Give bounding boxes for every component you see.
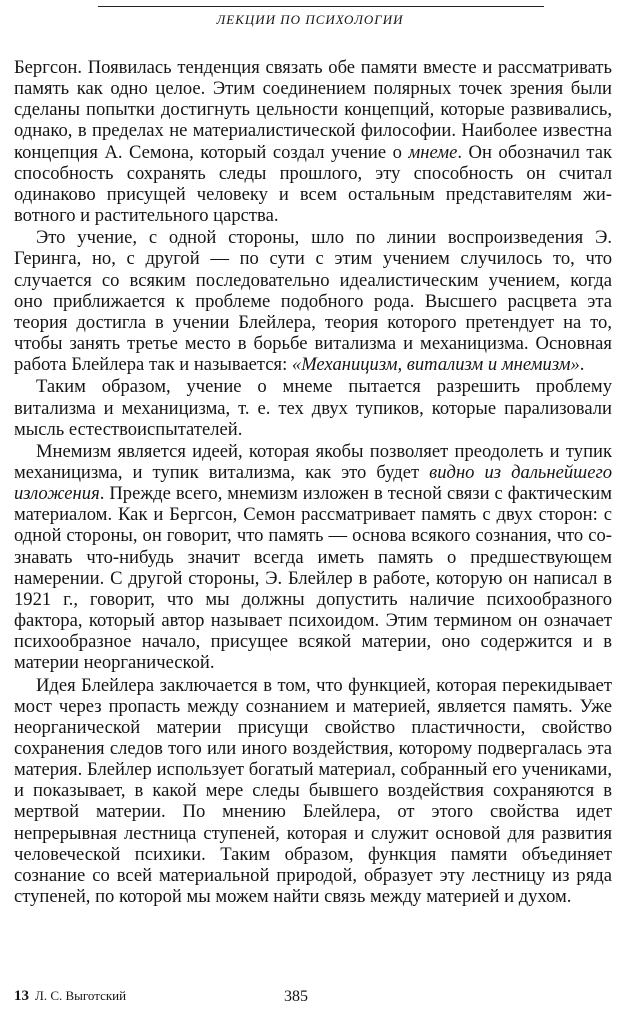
- body-text: [14, 57, 612, 908]
- text-run: . Прежде всего, мнемизм изложен в тесной связи с фактическим материалом. Как и Бергсон, Семон рассматривает память с двух сторон: с одной стороны, он говорит, что память — основа всякого сознания, что сознавать что-нибудь значит всегда иметь память о предшествующем намерении. С другой стороны, Э. Блейлер в работе, которую он написал в 1921 г., говорит, что мы должны допустить наличие психообразного фактора, который автор называет психоидом. Этим термином он означает психообразное начало, присущее всякой материи, оно содержится и в материи неорганической.: [14, 483, 612, 674]
- text-run: Это учение, с одной стороны, шло по линии воспроизведения Э. Геринга, но, с другой — по сути с этим учением случилось то, что случается со всяким последовательно идеалистическим учением, когда оно приближается к проблеме подобного рода. Высшего расцвета эта теория достигла в учении Блейлера, теория которого претендует на то, чтобы занять третье место в борьбе витализма и механицизма. Основная работа Блейлера так и называется:: [14, 227, 612, 376]
- page-footer: [14, 988, 612, 1008]
- paragraph: [14, 376, 612, 439]
- printer-signature: [14, 988, 126, 1005]
- text-run: . Он обозначил так способность сохранять следы прошлого, эту способность он считал одинаково присущей человеку и всем остальным представителям животного и растительного царства.: [14, 141, 612, 227]
- italic-text-run: «Механицизм, витализм и мнемизм»: [291, 354, 580, 376]
- paragraph: [14, 227, 612, 375]
- paragraph: [14, 441, 612, 674]
- text-run: Таким образом, учение о мнеме пытается разрешить проблему витализма и механицизма, т. е. тех двух тупиков, которые парализовали мысль естествоиспытателей.: [14, 376, 612, 440]
- header-rule: [98, 6, 544, 7]
- text-run: .: [579, 354, 585, 376]
- paragraph: [14, 675, 612, 908]
- page-number: 385: [284, 988, 308, 1005]
- italic-text-run: видно из дальнейшего изложения: [14, 461, 612, 505]
- text-run: Мнемизм является идеей, которая якобы позволяет преодолеть и тупик механицизма, и тупик витализма, как это будет: [14, 440, 612, 483]
- running-head: ЛЕКЦИИ ПО ПСИХОЛОГИИ: [216, 12, 404, 27]
- signature-number: 13: [14, 988, 29, 1004]
- italic-text-run: мнеме: [408, 141, 458, 163]
- text-run: Идея Блейлера заключается в том, что функцией, которая перекидывает мост через пропасть между сознанием и материей, является память. Уже неорганической материи присущи свойство пластичности, свойство сохранения следов того или иного воздействия, которому подвергалась эта материя. Блейлер использует богатый материал, собранный его учениками, и показывает, в какой мере следы бывшего воздействия сохраняются в мертвой материи. По мнению Блейлера, от этого свойства идет непрерывная лестница ступеней, которая и служит основой для развития человеческой психики. Таким образом, функция памяти объединяет сознание со всей материальной природой, образует эту лестницу из ряда ступеней, по которой мы можем найти связь между материей и духом.: [14, 674, 612, 908]
- signature-text: Л. С. Выготский: [35, 988, 127, 1003]
- text-run: Бергсон. Появилась тенденция связать обе памяти вместе и рассматривать память как одно целое. Этим соединением полярных точек зрения были сделаны попытки достигнуть цельности концепций, которые развивались, однако, в пределах не материалистической философии. Наиболее известна концепция А. Семона, который создал учение о: [14, 57, 612, 163]
- paragraph: [14, 57, 612, 226]
